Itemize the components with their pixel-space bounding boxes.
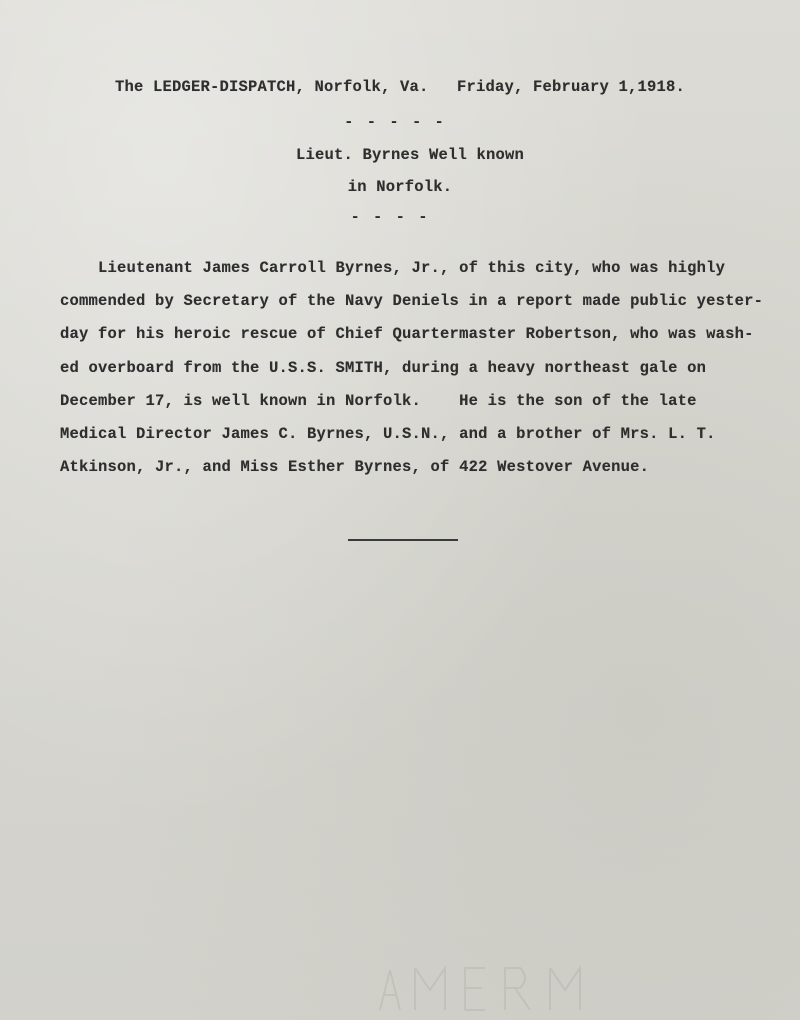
separator-bottom: - - - - — [350, 208, 430, 226]
body-line: Lieutenant James Carroll Byrnes, Jr., of this city, who was highly — [60, 259, 726, 277]
body-line: Atkinson, Jr., and Miss Esther Byrnes, of 422 Westover Avenue. — [60, 458, 650, 476]
paper-watermark — [370, 950, 790, 1020]
closing-rule — [348, 539, 458, 541]
body-line: Medical Director James C. Byrnes, U.S.N., and a brother of Mrs. L. T. — [60, 425, 716, 443]
body-line: December 17, is well known in Norfolk. He is the son of the late — [60, 392, 697, 410]
body-line: commended by Secretary of the Navy Deniels in a report made public yester- — [60, 292, 764, 310]
body-line: day for his heroic rescue of Chief Quartermaster Robertson, who was wash- — [60, 325, 754, 343]
headline-line-1: Lieut. Byrnes Well known — [295, 146, 525, 164]
separator-top: - - - - - — [344, 113, 446, 131]
headline-line-2: in Norfolk. — [347, 178, 453, 196]
dateline: The LEDGER-DISPATCH, Norfolk, Va. Friday, February 1,1918. — [114, 78, 686, 96]
body-line: ed overboard from the U.S.S. SMITH, during a heavy northeast gale on — [60, 359, 707, 377]
